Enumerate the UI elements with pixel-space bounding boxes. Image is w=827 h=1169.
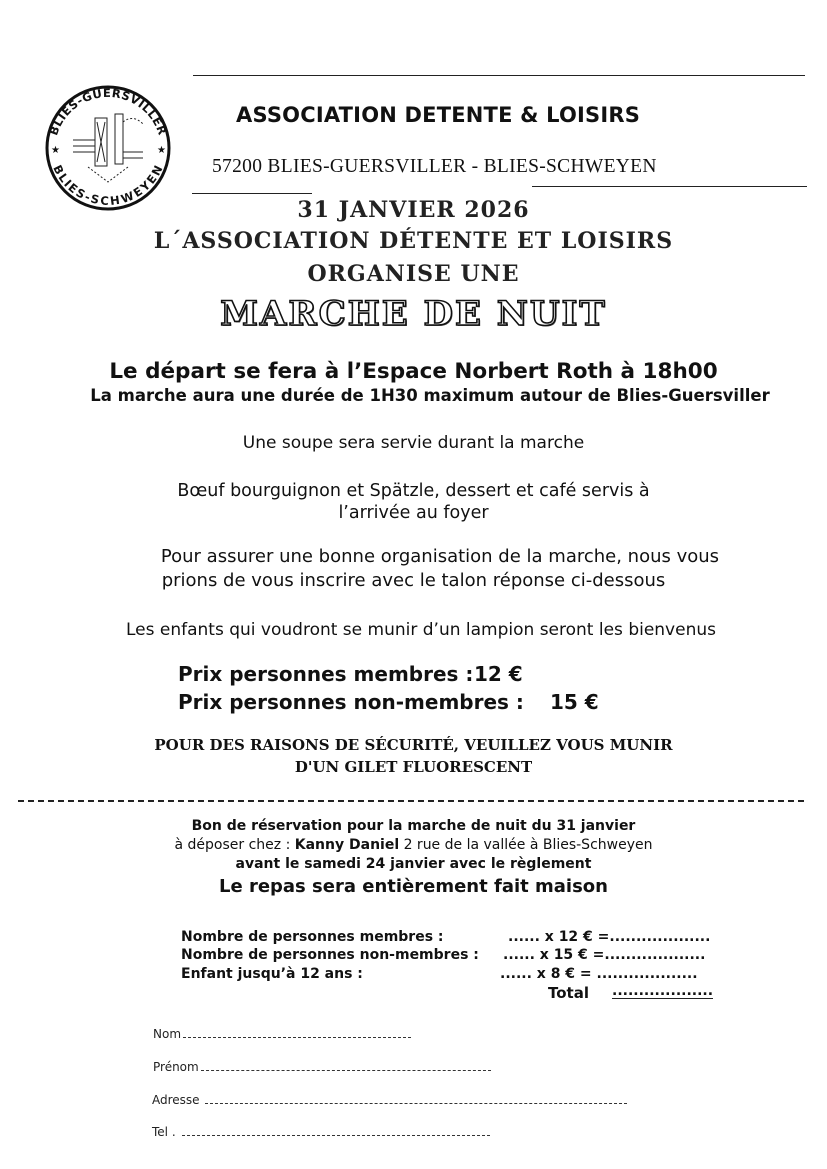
contact-tel-row [152, 1125, 490, 1139]
members-count-field[interactable]: ...... x 12 € =................... [508, 929, 711, 945]
header-top-rule [193, 75, 805, 76]
homemade-meal-notice: Le repas sera entièrement fait maison [219, 876, 608, 897]
contact-prenom-row [153, 1060, 491, 1074]
price-nonmembers-label: Prix personnes non-membres : [178, 690, 524, 714]
reservation-deadline: avant le samedi 24 janvier avec le règlement [235, 856, 592, 872]
price-members-label: Prix personnes membres : [178, 662, 474, 686]
soup-info: Une soupe sera servie durant la marche [242, 433, 585, 453]
prenom-field[interactable] [201, 1070, 491, 1071]
price-members-value: 12 € [474, 662, 523, 686]
event-title-line1: L´ASSOCIATION DÉTENTE ET LOISIRS [153, 228, 674, 254]
deposit-address: 2 rue de la vallée à Blies-Schweyen [399, 837, 653, 853]
tel-field[interactable] [182, 1135, 490, 1136]
nonmembers-count-label: Nombre de personnes non-membres : [181, 947, 479, 963]
cut-here-dashed-line [18, 800, 804, 802]
header-bottom-rule [532, 186, 807, 187]
event-title-line2: ORGANISE UNE [307, 261, 520, 287]
tel-label: Tel . [152, 1125, 176, 1139]
departure-info: Le départ se fera à l’Espace Norbert Roth à 18h00 [109, 359, 718, 384]
registration-info-line2: prions de vous inscrire avec le talon réponse ci-dessous [161, 570, 666, 591]
nonmembers-count-field[interactable]: ...... x 15 € =................... [503, 947, 706, 963]
deposit-name: Kanny Daniel [294, 837, 400, 853]
adresse-label: Adresse [152, 1093, 200, 1107]
header-mid-rule [192, 193, 312, 194]
safety-notice-line2: D'UN GILET FLUORESCENT [294, 758, 533, 776]
children-count-field[interactable]: ...... x 8 € = ................... [500, 966, 698, 982]
members-count-label: Nombre de personnes membres : [181, 929, 444, 945]
children-count-label: Enfant jusqu’à 12 ans : [181, 966, 363, 982]
star-icon-left: ★ [51, 145, 60, 156]
reservation-title: Bon de réservation pour la marche de nuit du 31 janvier [191, 818, 636, 834]
menu-info-line2: l’arrivée au foyer [338, 503, 489, 523]
menu-info-line1: Bœuf bourguignon et Spätzle, dessert et café servis à [177, 481, 650, 501]
prenom-label: Prénom [153, 1060, 199, 1074]
total-label: Total [548, 984, 589, 1002]
contact-adresse-row [152, 1093, 627, 1107]
contact-nom-row [153, 1027, 411, 1041]
reservation-deposit-info [0, 837, 827, 853]
event-date: 31 JANVIER 2026 [297, 197, 530, 223]
total-field[interactable]: ................... [612, 983, 714, 999]
logo-bottom-text: BLIES-SCHWEYEN [50, 162, 166, 209]
organization-name: ASSOCIATION DETENTE & LOISIRS [236, 103, 641, 127]
price-nonmembers-value: 15 € [550, 690, 599, 714]
organization-address: 57200 BLIES-GUERSVILLER - BLIES-SCHWEYEN [212, 156, 657, 177]
deposit-prefix: à déposer chez : [174, 837, 295, 853]
association-seal-logo [33, 82, 183, 212]
safety-notice-line1: POUR DES RAISONS DE SÉCURITÉ, VEUILLEZ VOUS MUNIR [154, 736, 673, 754]
seal-icon [33, 82, 183, 212]
registration-info-line1: Pour assurer une bonne organisation de la marche, nous vous [160, 546, 720, 567]
children-lantern-info: Les enfants qui voudront se munir d’un lampion seront les bienvenus [126, 620, 716, 640]
adresse-field[interactable] [205, 1103, 627, 1104]
star-icon-right: ★ [157, 145, 166, 156]
duration-info: La marche aura une durée de 1H30 maximum autour de Blies-Guersviller [90, 386, 770, 405]
logo-top-text: BLIES-GUERSVILLER [46, 85, 170, 138]
nom-field[interactable] [183, 1037, 411, 1038]
event-main-title: MARCHE DE NUIT [220, 294, 607, 334]
nom-label: Nom [153, 1027, 182, 1041]
